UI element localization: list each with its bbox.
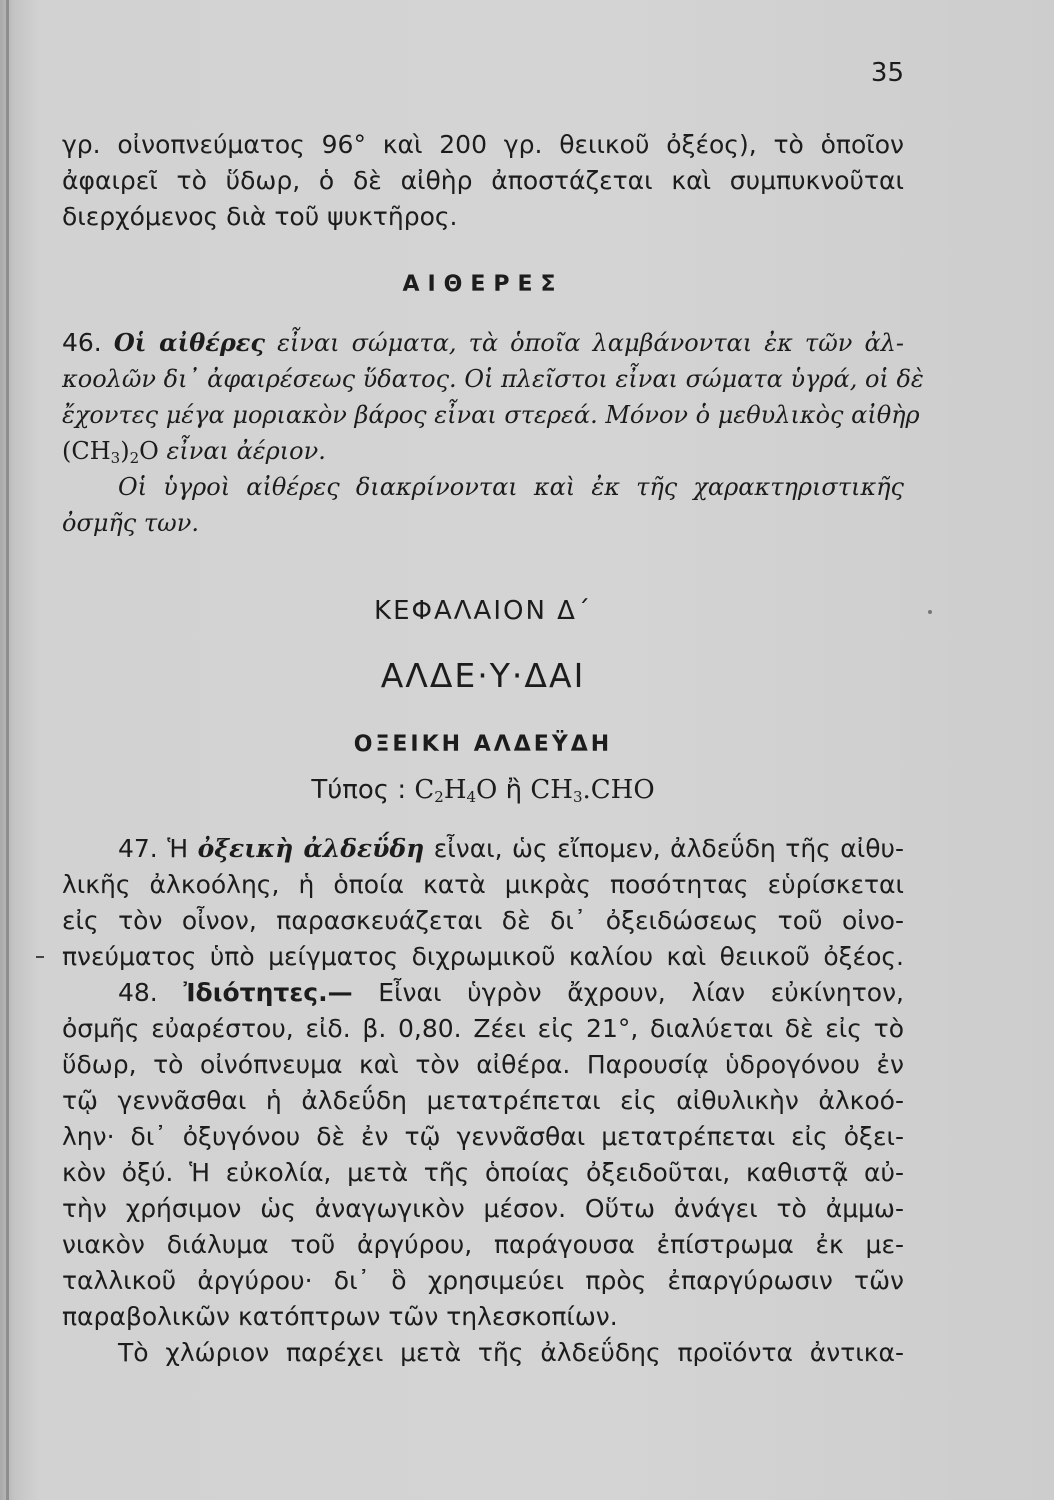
par47-article: Ἡ [167,834,189,863]
section-heading-ethers: ΑΙΘΕΡΕΣ [402,272,564,297]
par46-line-6: ὀσμῆς των. [62,509,199,537]
par48-line-3: ὕδωρ, τὸ οἰνόπνευμα καὶ τὸν αἰθέρα. Παρουσίᾳ ὑδρογόνου ἐν [62,1050,904,1079]
formula-line [62,775,904,806]
par48-line-9: ταλλικοῦ ἀργύρου· δι᾿ ὃ χρησιμεύει πρὸς ἐπαργύρωσιν τῶν [62,1266,904,1295]
par47-line-2: λικῆς ἀλκοόλης, ἡ ὁποία κατὰ μικρὰς ποσότητας εὑρίσκεται [62,870,904,899]
par47-line-1-text: εἶναι, ὡς εἴπομεν, ἀλδεΰδη τῆς αἰθυ- [433,834,905,863]
intro-line-3: διερχόμενος διὰ τοῦ ψυκτῆρος. [62,202,458,231]
par48-line-10: παραβολικῶν κατόπτρων τῶν τηλεσκοπίων. [62,1302,618,1331]
page-number: 35 [870,58,904,88]
chapter-title: ΑΛΔΕ·Υ·ΔΑΙ [380,656,586,695]
par48-title: Ἰδιότητες.— [183,978,353,1007]
ink-speck [928,610,932,614]
par46-line-5: Οἱ ὑγροὶ αἰθέρες διακρίνονται καὶ ἐκ τῆς χαρακτηριστικῆς [118,473,904,501]
par48-line-2: ὀσμῆς εὐαρέστου, εἰδ. β. 0,80. Ζέει εἰς 21°, διαλύεται δὲ εἰς τὸ [62,1014,904,1043]
formula-label: Τύπος : [311,775,407,805]
par48-line-7: τὴν χρήσιμον ὡς ἀναγωγικὸν μέσον. Οὕτω ἀνάγει τὸ ἀμμω- [62,1194,904,1223]
par46-line-4-text: εἶναι ἀέριον. [166,437,326,465]
binding-shadow [6,0,9,1500]
par46-line-4 [62,434,904,475]
par47-term: ὀξεικὴ ἀλδεΰδη [197,834,425,863]
par48-line-4: τῷ γεννᾶσθαι ἡ ἀλδεΰδη μετατρέπεται εἰς αἰθυλικὴν ἀλκοό- [62,1086,904,1115]
final-line: Τὸ χλώριον παρέχει μετὰ τῆς ἀλδεΰδης προϊόντα ἀντικα- [118,1338,904,1367]
par48-line-8: νιακὸν διάλυμα τοῦ ἀργύρου, παράγουσα ἐπίστρωμα ἐκ με- [62,1230,904,1259]
par46-line-2: κοολῶν δι᾿ ἀφαιρέσεως ὕδατος. Οἱ πλεῖστοι εἶναι σώματα ὑγρά, οἱ δὲ [62,365,924,393]
intro-line-2: ἀφαιρεῖ τὸ ὕδωρ, ὁ δὲ αἰθὴρ ἀποστάζεται καὶ συμπυκνοῦται [62,166,904,195]
par48-line-5: λην· δι᾿ ὀξυγόνου δὲ ἐν τῷ γεννᾶσθαι μετατρέπεται εἰς ὀξει- [62,1122,904,1151]
par47-line-3: εἰς τὸν οἶνον, παρασκευάζεται δὲ δι᾿ ὀξειδώσεως τοῦ οἰνο- [62,906,904,935]
par48-line-6: κὸν ὀξύ. Ἡ εὐκολία, μετὰ τῆς ὁποίας ὀξειδοῦται, καθιστᾷ αὐ- [62,1158,904,1187]
par46-number: 46. [62,328,102,357]
par48-line-1 [118,976,904,1010]
par46-term: Οἱ αἰθέρες [113,328,266,357]
par47-line-4: πνεύματος ὑπὸ μείγματος διχρωμικοῦ καλίου καὶ θειικοῦ ὀξέος. [62,942,904,971]
par48-line-1-text: Εἶναι ὑγρὸν ἄχρουν, λίαν εὐκίνητον, [378,978,905,1007]
margin-mark [36,956,44,958]
intro-line-1: γρ. οἰνοπνεύματος 96° καὶ 200 γρ. θειικοῦ ὀξέος), τὸ ὁποῖον [62,130,904,159]
ether-formula: $(CH_3)_2O$ [62,437,159,467]
par48-number: 48. [118,978,158,1007]
par46-line-1-text: εἶναι σώματα, τὰ ὁποῖα λαμβάνονται ἐκ τῶν ἀλ- [277,329,904,357]
par46-line-1 [62,326,904,360]
par47-line-1 [118,832,904,866]
acetaldehyde-formula: $C_2H_4O$ ἢ $CH_3.CHO$ [414,775,655,806]
par47-number: 47. [118,834,158,863]
chapter-label: ΚΕΦΑΛΑΙΟΝ Δ΄ [374,596,592,626]
chapter-subtitle: ΟΞΕΙΚΗ ΑΛΔΕΫΔΗ [353,732,613,757]
par46-line-3: ἔχοντες μέγα μοριακὸν βάρος εἶναι στερεά. Μόνον ὁ μεθυλικὸς αἰθὴρ [62,401,920,429]
